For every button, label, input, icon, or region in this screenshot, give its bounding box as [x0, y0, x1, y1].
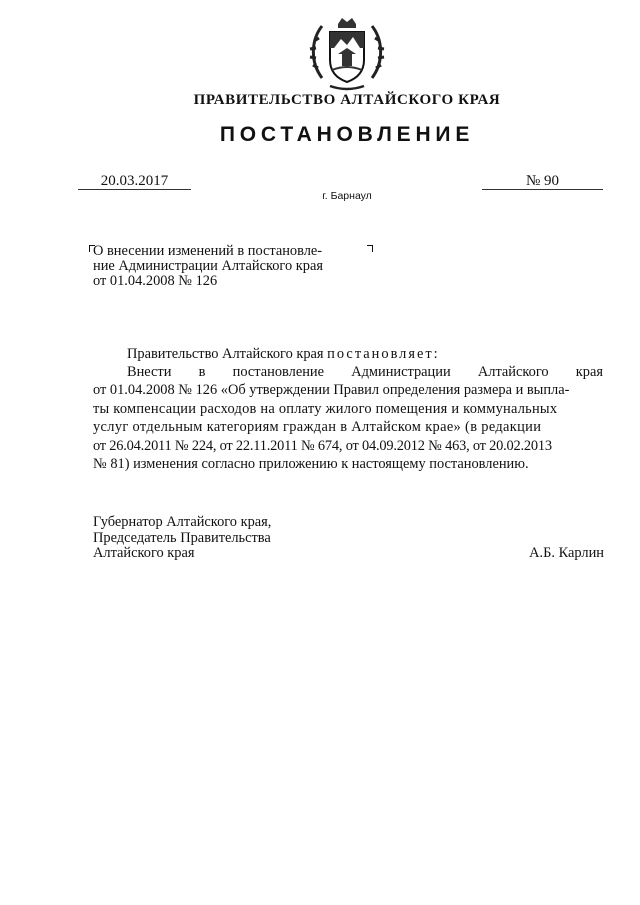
body-word: постановление [232, 364, 324, 380]
document-number: № 90 [482, 173, 603, 190]
body-word: Внести [127, 364, 172, 380]
title-line: О внесении изменений в постановле- [93, 243, 323, 259]
decree-body [93, 363, 603, 473]
body-line-1 [127, 363, 603, 381]
body-line-4: услуг отдельным категориям граждан в Алтайском крае» (в редакции [93, 419, 542, 436]
body-word: Администрации [351, 364, 451, 380]
body-line-3: ты компенсации расходов на оплату жилого помещения и коммунальных [93, 400, 558, 417]
decree-lead-subject: Правительство Алтайского края [127, 346, 324, 362]
title-line: от 01.04.2008 № 126 [93, 273, 218, 289]
document-city: г. Барнаул [322, 190, 372, 202]
signer-position-line: Губернатор Алтайского края, [93, 514, 272, 530]
signer-position-line: Председатель Правительства [93, 529, 271, 546]
signer-name: А.Б. Карлин [529, 545, 604, 561]
signer-position [93, 515, 271, 562]
title-line: ние Администрации Алтайского края [93, 258, 323, 274]
decree-lead-verb: постановляет: [327, 346, 440, 362]
signer-position-line: Алтайского края [93, 545, 195, 561]
body-word: в [198, 364, 206, 380]
body-line-2: от 01.04.2008 № 126 «Об утверждении Правил определения размера и выпла- [93, 382, 570, 399]
document-title [93, 244, 373, 289]
document-type: ПОСТАНОВЛЕНИЕ [219, 123, 475, 146]
organization-name: ПРАВИТЕЛЬСТВО АЛТАЙСКОГО КРАЯ [193, 92, 501, 108]
body-line-6: № 81) изменения согласно приложению к настоящему постановлению. [93, 455, 529, 472]
body-line-5: от 26.04.2011 № 224, от 22.11.2011 № 674, от 04.09.2012 № 463, от 20.02.2013 [93, 437, 552, 454]
coat-of-arms-icon [308, 12, 386, 94]
body-word: Алтайского [477, 364, 549, 380]
body-word: края [575, 364, 603, 380]
decree-lead [127, 345, 440, 363]
document-date: 20.03.2017 [78, 173, 191, 190]
